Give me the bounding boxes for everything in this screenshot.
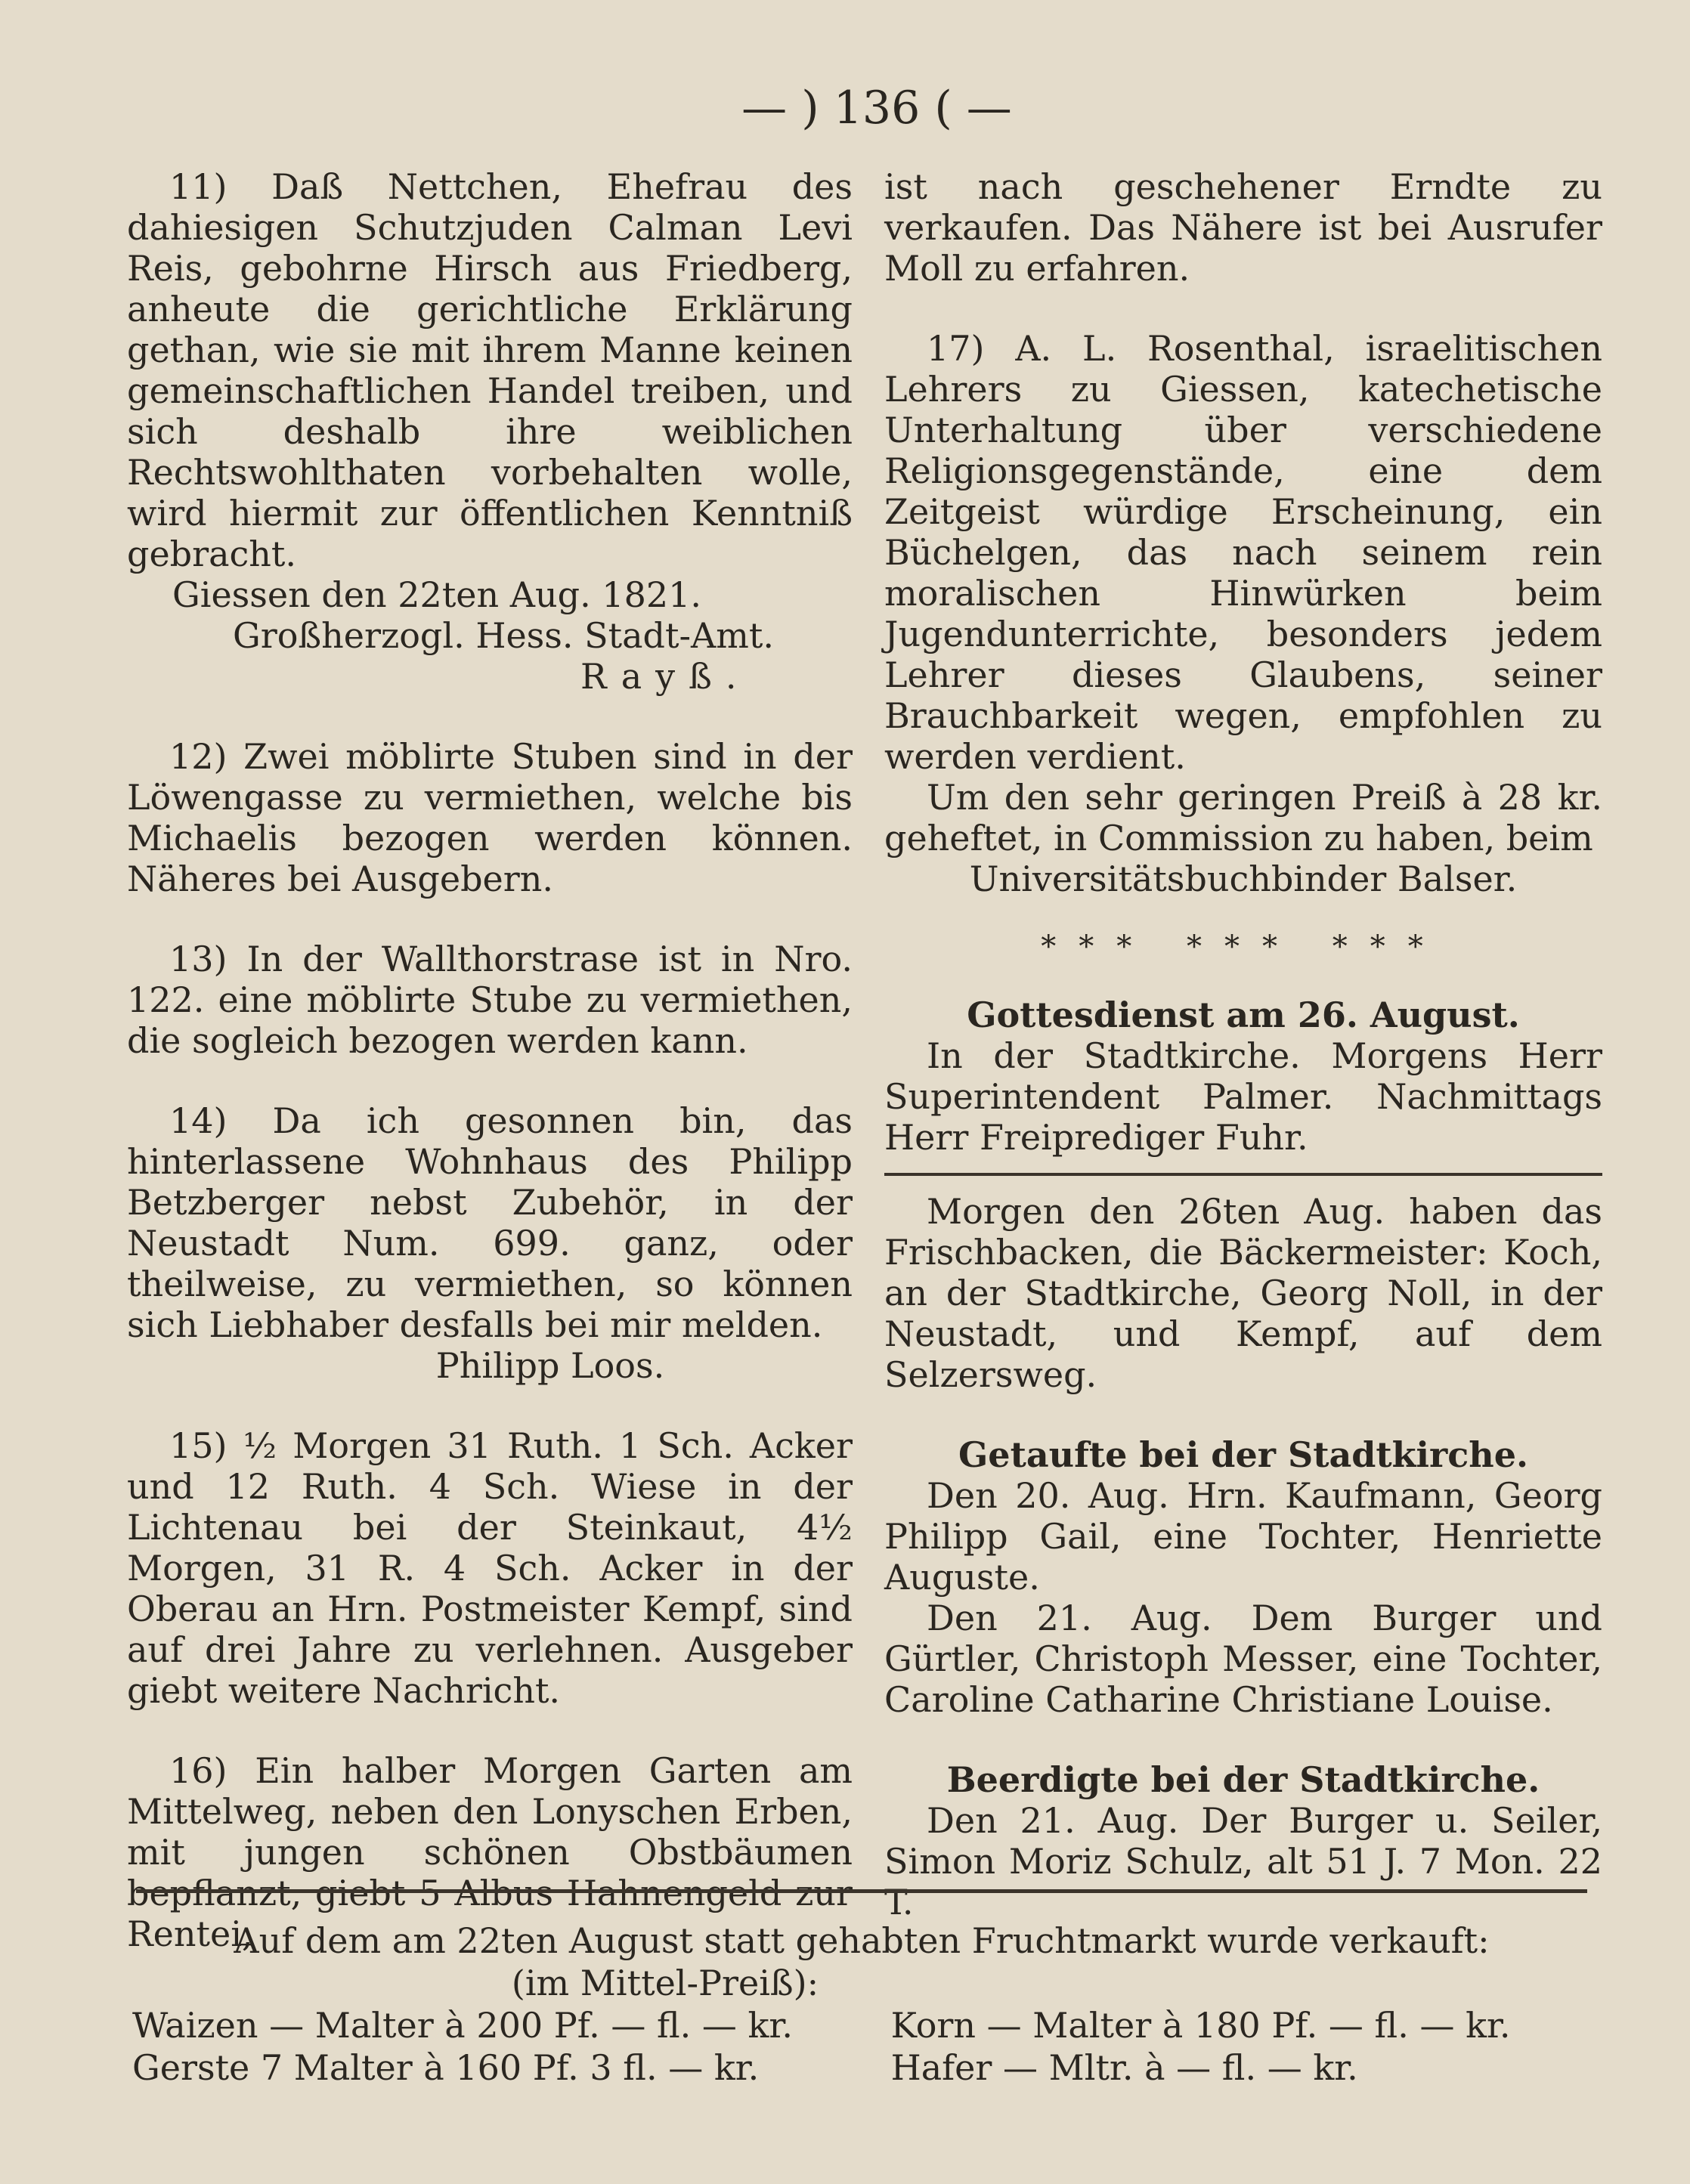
market-hafer: Hafer — Mltr. à — fl. — kr. <box>890 2047 1358 2088</box>
notice-14-text: 14) Da ich gesonnen bin, das hinterlassene Wohnhaus des Philipp Betzberger nebst Zubehör, in der Neustadt Num. 699. ganz, oder theilweise, zu vermiethen, so können sich Liebhaber desfalls bei mir melden. <box>127 1100 853 1345</box>
notice-12: 12) Zwei möblirte Stuben sind in der Löwengasse zu vermiethen, welche bis Michaelis bezogen werden können. Näheres bei Ausgebern. <box>127 736 853 899</box>
market-line-1: Auf dem am 22ten August statt gehabten Fruchtmarkt wurde verkauft: <box>234 1920 1490 1961</box>
notice-16: 16) Ein halber Morgen Garten am Mittelweg, neben den Lonyschen Erben, mit jungen schönen Obstbäumen bepflanzt, giebt 5 Albus Hahnengeld zur Rentei, <box>127 1750 853 1954</box>
baptized-entry-1: Den 20. Aug. Hrn. Kaufmann, Georg Philipp Gail, eine Tochter, Henriette Auguste. <box>884 1475 1602 1598</box>
separator-stars: *** *** *** <box>1041 930 1446 964</box>
notice-17-binder: Universitätsbuchbinder Balser. <box>969 858 1518 899</box>
market-row-2 <box>132 2046 1591 2089</box>
baptized-entry-2: Den 21. Aug. Dem Burger und Gürtler, Christoph Messer, eine Tochter, Caroline Catharine Christiane Louise. <box>884 1598 1602 1720</box>
baptized-heading: Getaufte bei der Stadtkirche. <box>958 1434 1528 1475</box>
notice-17-text: 17) A. L. Rosenthal, israelitischen Lehrers zu Giessen, katechetische Unterhaltung über verschiedene Religionsgegenstände, eine dem Zeitgeist würdige Erscheinung, ein Büchelgen, das nach seinem rein moralischen Hinwürken beim Jugendunterrichte, besonders jedem Lehrer dieses Glaubens, seiner Brauchbarkeit wegen, empfohlen zu werden verdient. <box>884 328 1602 777</box>
notice-14-signature: Philipp Loos. <box>435 1345 665 1386</box>
notice-17-price: Um den sehr geringen Preiß à 28 kr. geheftet, in Commission zu haben, beim <box>884 777 1602 858</box>
notice-11-text: 11) Daß Nettchen, Ehefrau des dahiesigen Schutzjuden Calman Levi Reis, gebohrne Hirsch aus Friedberg, anheute die gerichtliche Erklärung gethan, wie sie mit ihrem Manne keinen gemeinschaftlichen Handel treiben, und sich deshalb ihre weiblichen Rechtswohlthaten vorbehalten wolle, wird hiermit zur öffentlichen Kenntniß gebracht. <box>127 166 853 574</box>
notice-11-name: Rayß. <box>580 656 751 697</box>
notice-11-place-date: Giessen den 22ten Aug. 1821. <box>172 574 701 615</box>
notice-15: 15) ½ Morgen 31 Ruth. 1 Sch. Acker und 12 Ruth. 4 Sch. Wiese in der Lichtenau bei der Steinkaut, 4½ Morgen, 31 R. 4 Sch. Acker in der Oberau an Hrn. Postmeister Kempf, sind auf drei Jahre zu verlehnen. Ausgeber giebt weitere Nachricht. <box>127 1425 853 1711</box>
left-column <box>127 166 853 1954</box>
column-rule <box>884 1173 1602 1176</box>
page-rule <box>136 1889 1587 1893</box>
buried-heading: Beerdigte bei der Stadtkirche. <box>946 1759 1540 1800</box>
market-weizen: Waizen — Malter à 200 Pf. — fl. — kr. <box>132 2005 793 2046</box>
grain-market-report <box>132 1920 1591 2089</box>
bakers-notice: Morgen den 26ten Aug. haben das Frischbacken, die Bäckermeister: Koch, an der Stadtkirche, Georg Noll, in der Neustadt, und Kempf, auf dem Selzersweg. <box>884 1191 1602 1395</box>
market-gerste: Gerste 7 Malter à 160 Pf. 3 fl. — kr. <box>132 2047 760 2088</box>
service-text: In der Stadtkirche. Morgens Herr Superintendent Palmer. Nachmittags Herr Freiprediger Fuhr. <box>884 1035 1602 1158</box>
market-line-2: (im Mittel-Preiß): <box>511 1963 819 2003</box>
page-number-header: — ) 136 ( — <box>741 82 1012 135</box>
market-korn: Korn — Malter à 180 Pf. — fl. — kr. <box>890 2005 1511 2046</box>
notice-16-continued: ist nach geschehener Erndte zu verkaufen. Das Nähere ist bei Ausrufer Moll zu erfahren. <box>884 166 1602 289</box>
notice-11-office: Großherzogl. Hess. Stadt-Amt. <box>233 615 774 656</box>
notice-13: 13) In der Wallthorstrase ist in Nro. 122. eine möblirte Stube zu vermiethen, die sogleich bezogen werden kann. <box>127 939 853 1061</box>
market-row-1 <box>132 2004 1591 2046</box>
buried-entry-1: Den 21. Aug. Der Burger u. Seiler, Simon Moriz Schulz, alt 51 J. 7 Mon. 22 T. <box>884 1800 1602 1923</box>
right-column <box>884 166 1602 1923</box>
service-heading: Gottesdienst am 26. August. <box>967 995 1520 1035</box>
